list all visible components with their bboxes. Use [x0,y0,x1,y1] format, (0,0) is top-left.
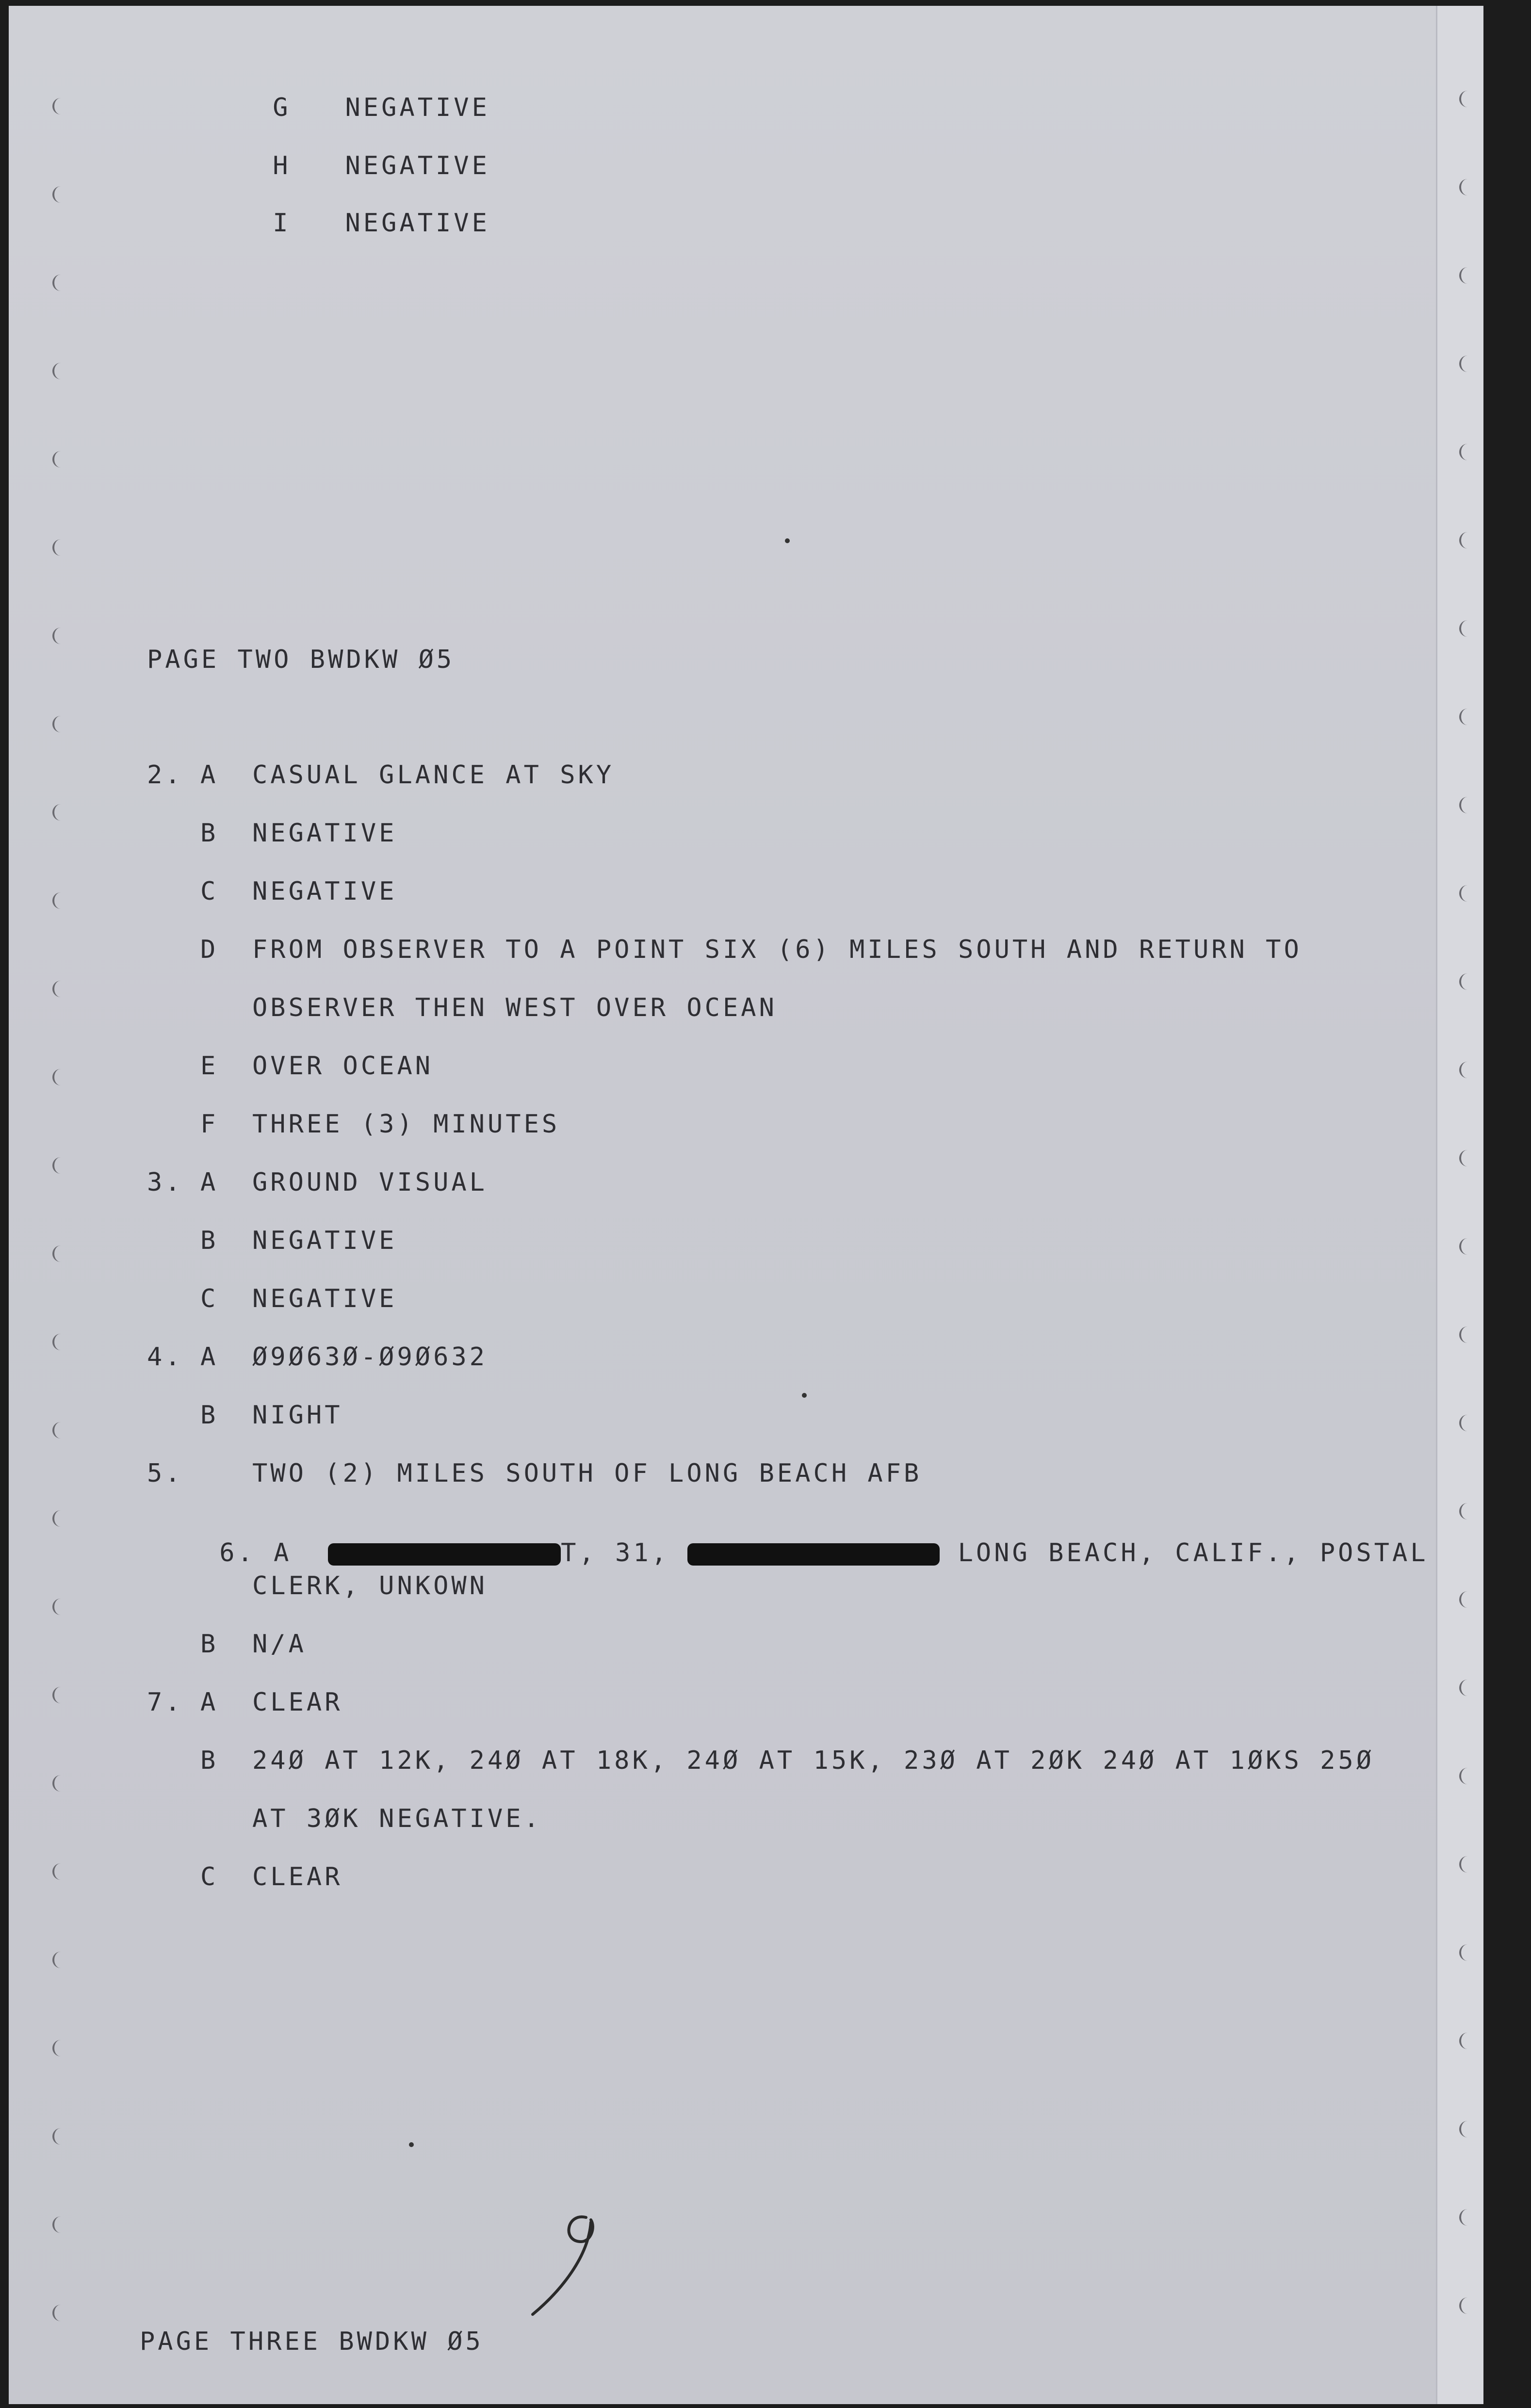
item-letter: D [200,935,219,964]
feed-hole-mark [52,892,61,909]
item-text: NIGHT [252,1401,343,1430]
report-line [147,1170,488,1195]
redaction-bar [687,1543,940,1566]
item-text: 24Ø AT 12K, 24Ø AT 18K, 24Ø AT 15K, 23Ø AT 2ØK 24Ø AT 1ØKS 25Ø [252,1746,1375,1775]
item-text: CLEAR [252,1862,343,1891]
item-text: LONG BEACH, CALIF., POSTAL [958,1538,1429,1568]
speck [802,1393,807,1398]
feed-hole-mark [52,1245,61,1262]
item-letter: A [200,760,219,790]
feed-hole-mark [52,2305,61,2321]
report-line [147,1228,397,1253]
item-text: NEGATIVE [345,151,490,180]
report-line [147,1344,488,1370]
item-6a-continued: CLERK, UNKOWN [252,1571,488,1600]
item-number: 5. [147,1459,183,1488]
feed-hole-mark [52,1687,61,1703]
item-text: FROM OBSERVER TO A POINT SIX (6) MILES SOUTH AND RETURN TO [252,935,1302,964]
item-letter: E [200,1051,219,1081]
feed-hole-mark [52,1775,61,1792]
page-two-header: PAGE TWO BWDKW Ø5 [147,645,455,674]
feed-hole-mark [52,451,61,468]
item-text: AT 3ØK NEGATIVE. [252,1804,542,1833]
feed-hole-mark [52,2040,61,2056]
report-line [147,1286,397,1311]
item-letter: B [200,1630,219,1659]
feed-hole-mark [52,628,61,644]
item-text: GROUND VISUAL [252,1168,488,1197]
report-line [147,995,777,1020]
item-number: 3. [147,1168,183,1197]
item-letter: C [200,1862,219,1891]
report-line [147,1112,560,1137]
feed-hole-mark [52,363,61,379]
feed-hole-mark [52,1510,61,1527]
item-number: 2. [147,760,183,790]
item-letter: G [273,93,291,122]
item-number: 4. [147,1342,183,1372]
item-letter: B [200,819,219,848]
speck [409,2142,414,2147]
report-line [147,1748,1374,1773]
item-text: THREE (3) MINUTES [252,1110,560,1139]
feed-hole-mark [52,1069,61,1085]
report-line [147,762,614,788]
report-line [147,937,1302,962]
feed-hole-mark [52,716,61,732]
item-text: NEGATIVE [252,1284,397,1313]
report-line [147,1806,542,1831]
item-text: T, 31, [561,1538,669,1568]
item-letter: B [200,1226,219,1255]
item-text: CLEAR [252,1688,343,1717]
item-text: N/A [252,1630,307,1659]
handwritten-page-number [523,2198,620,2324]
item-letter: A [200,1168,219,1197]
item-text: NEGATIVE [252,819,397,848]
document-page [9,6,1483,2404]
report-line [147,1690,343,1715]
item-text: NEGATIVE [252,877,397,906]
redaction-bar [328,1543,561,1566]
feed-hole-mark [52,186,61,203]
report-line [147,1864,343,1890]
item-letter: B [200,1401,219,1430]
feed-hole-mark [52,981,61,997]
feed-hole-mark [52,275,61,291]
item-text: Ø9Ø63Ø-Ø9Ø632 [252,1342,488,1372]
report-line [147,1053,433,1079]
report-line [147,1461,922,1486]
item-letter: C [200,1284,219,1313]
item-text: OBSERVER THEN WEST OVER OCEAN [252,993,777,1022]
item-letter: I [273,209,291,238]
report-line [147,821,397,846]
item-text: NEGATIVE [252,1226,397,1255]
item-text: CASUAL GLANCE AT SKY [252,760,615,790]
feed-hole-mark [52,804,61,821]
item-letter: A [200,1342,219,1372]
feed-hole-mark [52,2128,61,2145]
item-text: OVER OCEAN [252,1051,434,1081]
item-text: NEGATIVE [345,93,490,122]
speck [785,538,790,543]
item-text: NEGATIVE [345,209,490,238]
item-letter: C [200,877,219,906]
page-three-header: PAGE THREE BWDKW Ø5 [140,2327,484,2356]
item-letter: H [273,151,291,180]
report-line [147,1403,343,1428]
item-letter: A [274,1538,292,1568]
feed-hole-mark [52,1157,61,1174]
feed-hole-mark [52,1952,61,1968]
item-letter: A [200,1688,219,1717]
feed-hole-mark [52,2216,61,2233]
item-number: 6. [219,1538,256,1568]
feed-hole-mark [52,1863,61,1880]
item-number: 7. [147,1688,183,1717]
feed-hole-mark [52,98,61,114]
feed-hole-mark [52,1422,61,1438]
item-letter: F [200,1110,219,1139]
report-line [147,1632,307,1657]
item-text: TWO (2) MILES SOUTH OF LONG BEACH AFB [252,1459,922,1488]
item-i [200,185,490,261]
item-letter: B [200,1746,219,1775]
feed-hole-mark [52,1599,61,1615]
feed-hole-mark [52,1334,61,1350]
feed-hole-mark [52,539,61,556]
report-line [147,879,397,904]
